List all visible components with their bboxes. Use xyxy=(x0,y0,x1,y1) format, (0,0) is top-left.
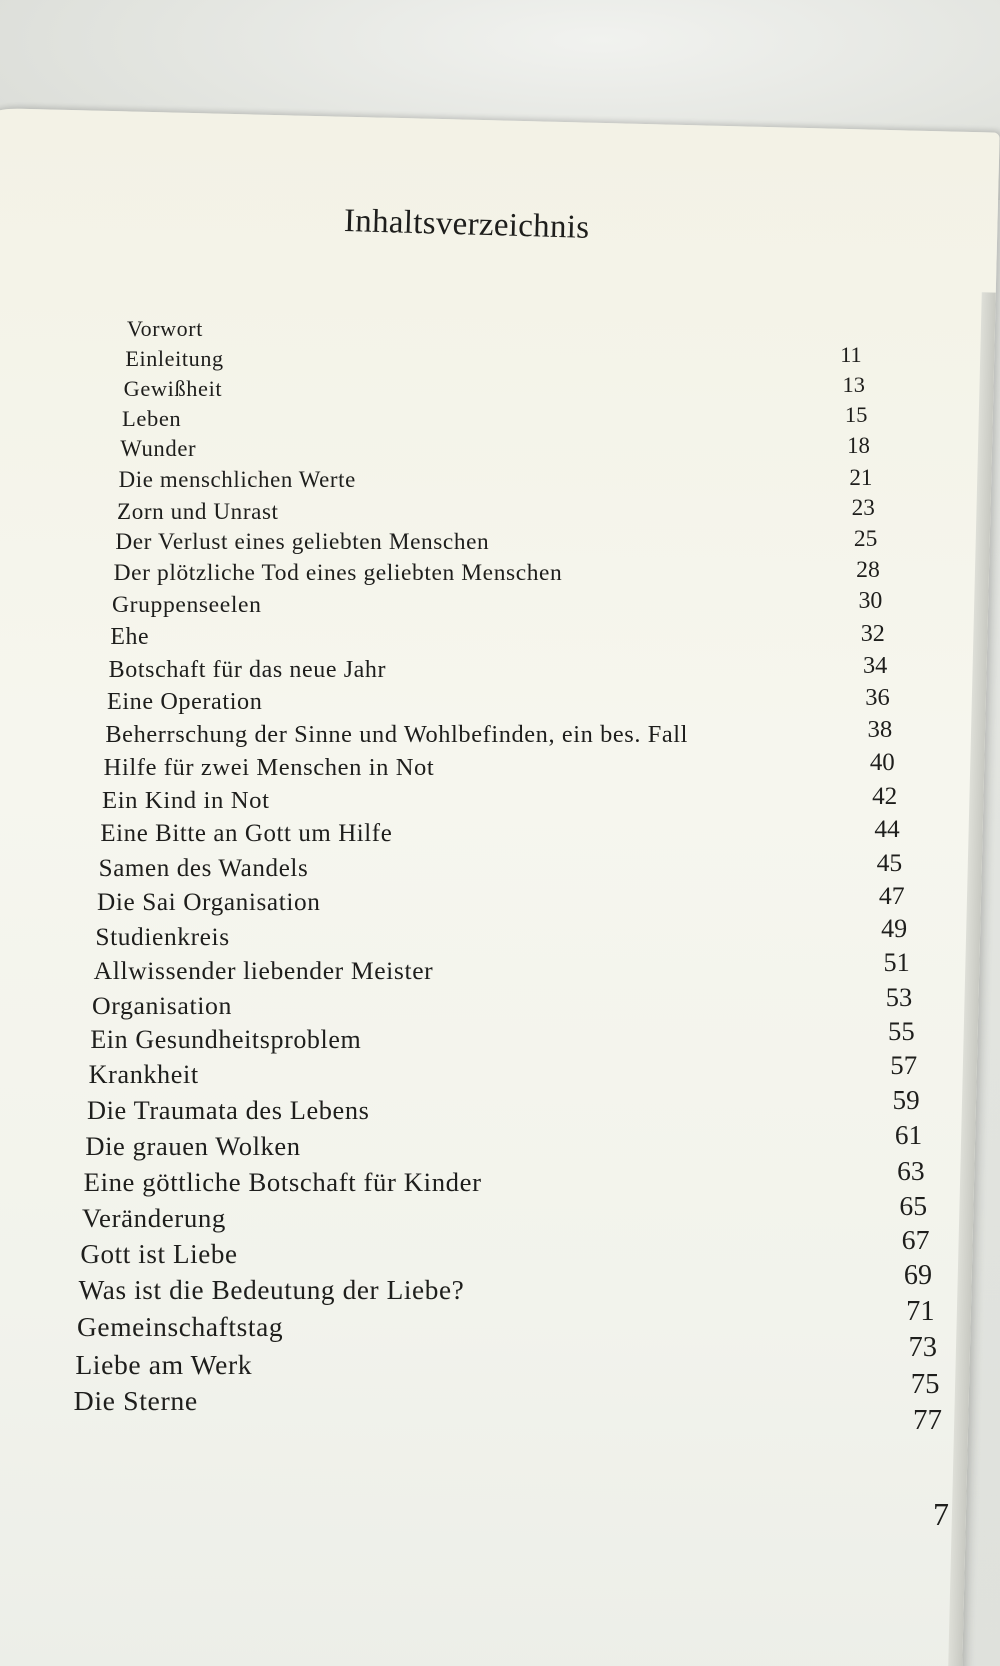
toc-entry-page: 42 xyxy=(872,782,898,810)
toc-entry-title: Samen des Wandels xyxy=(98,854,309,882)
toc-entry-page: 59 xyxy=(892,1084,920,1115)
toc-entry-title: Leben xyxy=(122,405,182,431)
toc-entry-title: Zorn und Unrast xyxy=(117,497,279,524)
toc-entry-page: 28 xyxy=(856,556,880,583)
toc-entry-page: 49 xyxy=(881,914,908,944)
toc-entry-page: 55 xyxy=(888,1016,915,1047)
toc-entry-title: Hilfe für zwei Menschen in Not xyxy=(103,753,435,781)
toc-entry-title: Allwissender liebender Meister xyxy=(93,956,434,985)
toc-entry-title: Ein Kind in Not xyxy=(102,787,270,814)
toc-entry-page: 69 xyxy=(903,1260,933,1292)
toc-entry-title: Der Verlust eines geliebten Menschen xyxy=(115,529,490,556)
toc-entry-page: 57 xyxy=(890,1050,918,1081)
toc-entry-page: 51 xyxy=(883,948,910,978)
toc-entry-page: 25 xyxy=(853,525,878,552)
toc-entry-title: Was ist die Bedeutung der Liebe? xyxy=(78,1275,465,1306)
toc-entry-page: 32 xyxy=(860,621,885,648)
toc-entry-title: Gemeinschaftstag xyxy=(77,1312,284,1342)
toc-entry-title: Der plötzliche Tod eines geliebten Menschen xyxy=(113,560,563,587)
page-title: Inhaltsverzeichnis xyxy=(343,203,590,246)
toc-entry-page: 67 xyxy=(901,1224,930,1256)
toc-entry-page: 45 xyxy=(876,847,903,877)
page-number: 7 xyxy=(933,1496,949,1532)
toc-entry-page: 61 xyxy=(894,1119,923,1150)
toc-entry-page: 13 xyxy=(842,372,865,398)
toc-entry-page: 34 xyxy=(863,652,888,679)
toc-entry-title: Studienkreis xyxy=(95,921,230,951)
toc-entry-page: 71 xyxy=(906,1296,935,1328)
toc-entry-title: Die grauen Wolken xyxy=(85,1131,301,1161)
toc-entry-title: Gewißheit xyxy=(123,375,223,401)
toc-entry-title: Die Sterne xyxy=(73,1386,198,1418)
toc-entry-title: Eine Bitte an Gott um Hilfe xyxy=(100,820,393,848)
toc-entry-title: Einleitung xyxy=(125,345,224,371)
toc-entry-title: Die Sai Organisation xyxy=(97,887,321,916)
toc-entry-title: Veränderung xyxy=(82,1202,226,1233)
toc-entry-page: 11 xyxy=(840,342,862,367)
toc-entry-title: Gruppenseelen xyxy=(112,592,262,619)
toc-entry-title: Wunder xyxy=(120,436,197,462)
toc-entry-title: Krankheit xyxy=(88,1060,199,1090)
toc-entry-title: Beherrschung der Sinne und Wohlbefinden, ein bes. Fall xyxy=(105,721,689,749)
toc-entry-title: Ein Gesundheitsproblem xyxy=(90,1025,362,1055)
toc-entry-title: Vorwort xyxy=(127,316,203,341)
toc-entry-page: 18 xyxy=(847,432,870,458)
toc-entry-page: 63 xyxy=(897,1154,925,1186)
toc-entry-page: 77 xyxy=(913,1404,942,1437)
toc-entry-page: 47 xyxy=(878,880,905,910)
toc-entry-page: 53 xyxy=(885,982,913,1012)
toc-entry-page: 23 xyxy=(851,494,875,521)
toc-entry-title: Ehe xyxy=(110,624,150,650)
toc-entry-page: 30 xyxy=(858,588,883,615)
toc-entry-title: Liebe am Werk xyxy=(75,1348,253,1380)
toc-entry-page: 65 xyxy=(899,1189,928,1221)
toc-entry-title: Gott ist Liebe xyxy=(80,1238,238,1269)
toc-entry-page: 38 xyxy=(867,716,893,744)
toc-entry-title: Eine Operation xyxy=(107,688,263,716)
toc-entry-page: 40 xyxy=(869,748,895,776)
toc-entry-title: Eine göttliche Botschaft für Kinder xyxy=(83,1166,482,1197)
toc-entry-title: Organisation xyxy=(92,990,232,1020)
toc-entry-page: 75 xyxy=(910,1368,940,1401)
toc-entry-title: Die menschlichen Werte xyxy=(118,467,356,492)
toc-entry-page: 21 xyxy=(849,463,873,490)
toc-entry-title: Die Traumata des Lebens xyxy=(87,1095,370,1125)
toc-entry-title: Botschaft für das neue Jahr xyxy=(108,657,387,684)
toc-entry-page: 73 xyxy=(908,1332,938,1363)
toc-entry-page: 44 xyxy=(874,814,900,843)
toc-entry-page: 15 xyxy=(844,402,868,428)
toc-entry-page: 36 xyxy=(865,684,890,712)
